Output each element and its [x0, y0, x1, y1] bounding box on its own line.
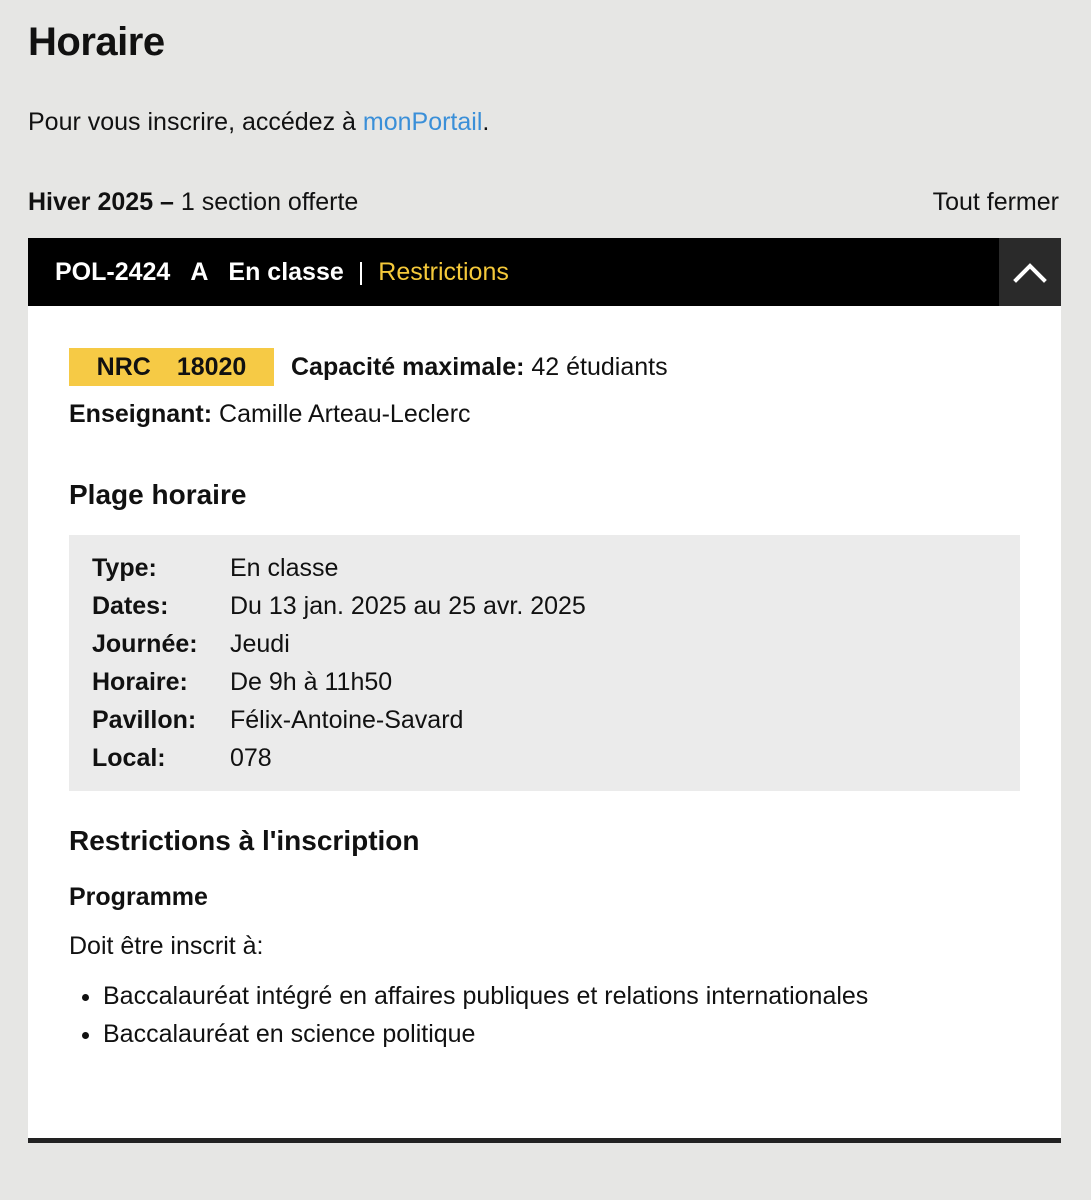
- schedule-box: [69, 535, 1020, 791]
- schedule-row: [92, 587, 1020, 625]
- teacher-name: Camille Arteau-Leclerc: [212, 400, 471, 428]
- schedule-value: Jeudi: [230, 630, 290, 658]
- nrc-badge: [69, 348, 274, 386]
- schedule-label: Local:: [92, 744, 166, 772]
- schedule-value: Félix-Antoine-Savard: [230, 706, 464, 734]
- term-summary: [28, 188, 1059, 217]
- schedule-value: De 9h à 11h50: [230, 668, 393, 696]
- intro-prefix: Pour vous inscrire, accédez à: [28, 108, 363, 136]
- capacity-label: Capacité maximale:: [291, 352, 525, 381]
- teacher-label: Enseignant:: [69, 400, 213, 428]
- schedule-value: Du 13 jan. 2025 au 25 avr. 2025: [230, 592, 586, 620]
- term-label: Hiver 2025: [28, 188, 154, 216]
- course-mode: En classe: [228, 257, 344, 286]
- schedule-value: En classe: [230, 554, 339, 582]
- page-title: Horaire: [28, 20, 165, 64]
- nrc-value: 18020: [176, 352, 247, 381]
- schedule-row: [92, 549, 1020, 587]
- close-all-button[interactable]: Tout fermer: [932, 188, 1059, 216]
- nrc-capacity-line: [69, 348, 1020, 386]
- schedule-value: 078: [230, 744, 272, 772]
- accordion-header[interactable]: [28, 238, 1061, 306]
- schedule-label: Horaire:: [92, 668, 188, 696]
- schedule-row: [92, 701, 1020, 739]
- intro-suffix: .: [482, 108, 490, 136]
- schedule-row: [92, 663, 1020, 701]
- must-be-enrolled-text: Doit être inscrit à:: [69, 932, 264, 960]
- monportail-link[interactable]: monPortail: [362, 108, 483, 136]
- program-list: [69, 977, 1020, 1053]
- section-letter: A: [190, 257, 209, 286]
- collapse-toggle-button[interactable]: [999, 238, 1061, 306]
- program-subheading: Programme: [69, 883, 208, 911]
- teacher-line: [69, 400, 1020, 429]
- accordion-header-text: [28, 258, 509, 287]
- term-dash: –: [153, 188, 181, 216]
- program-list-item: • Baccalauréat en science politique: [103, 1015, 1020, 1053]
- intro-text: [28, 108, 489, 137]
- schedule-label: Type:: [92, 554, 157, 582]
- schedule-label: Dates:: [92, 592, 169, 620]
- schedule-row: [92, 625, 1020, 663]
- capacity-value: 42 étudiants: [524, 352, 668, 381]
- accordion-body: [28, 306, 1061, 1053]
- schedule-label: Journée:: [92, 630, 198, 658]
- restrictions-link[interactable]: Restrictions: [378, 257, 509, 286]
- schedule-row: [92, 739, 1020, 777]
- sections-count: 1 section offerte: [180, 188, 359, 216]
- header-separator: |: [357, 257, 365, 286]
- course-code: POL-2424: [55, 257, 171, 286]
- schedule-heading: Plage horaire: [69, 479, 247, 510]
- term-summary-text: [28, 188, 358, 217]
- section-accordion: [28, 238, 1061, 1143]
- schedule-label: Pavillon:: [92, 706, 197, 734]
- nrc-label: NRC: [96, 352, 151, 381]
- chevron-up-icon: [1013, 261, 1047, 283]
- restrictions-heading: Restrictions à l'inscription: [69, 825, 420, 856]
- program-list-item: • Baccalauréat intégré en affaires publiques et relations internationales: [103, 977, 1020, 1015]
